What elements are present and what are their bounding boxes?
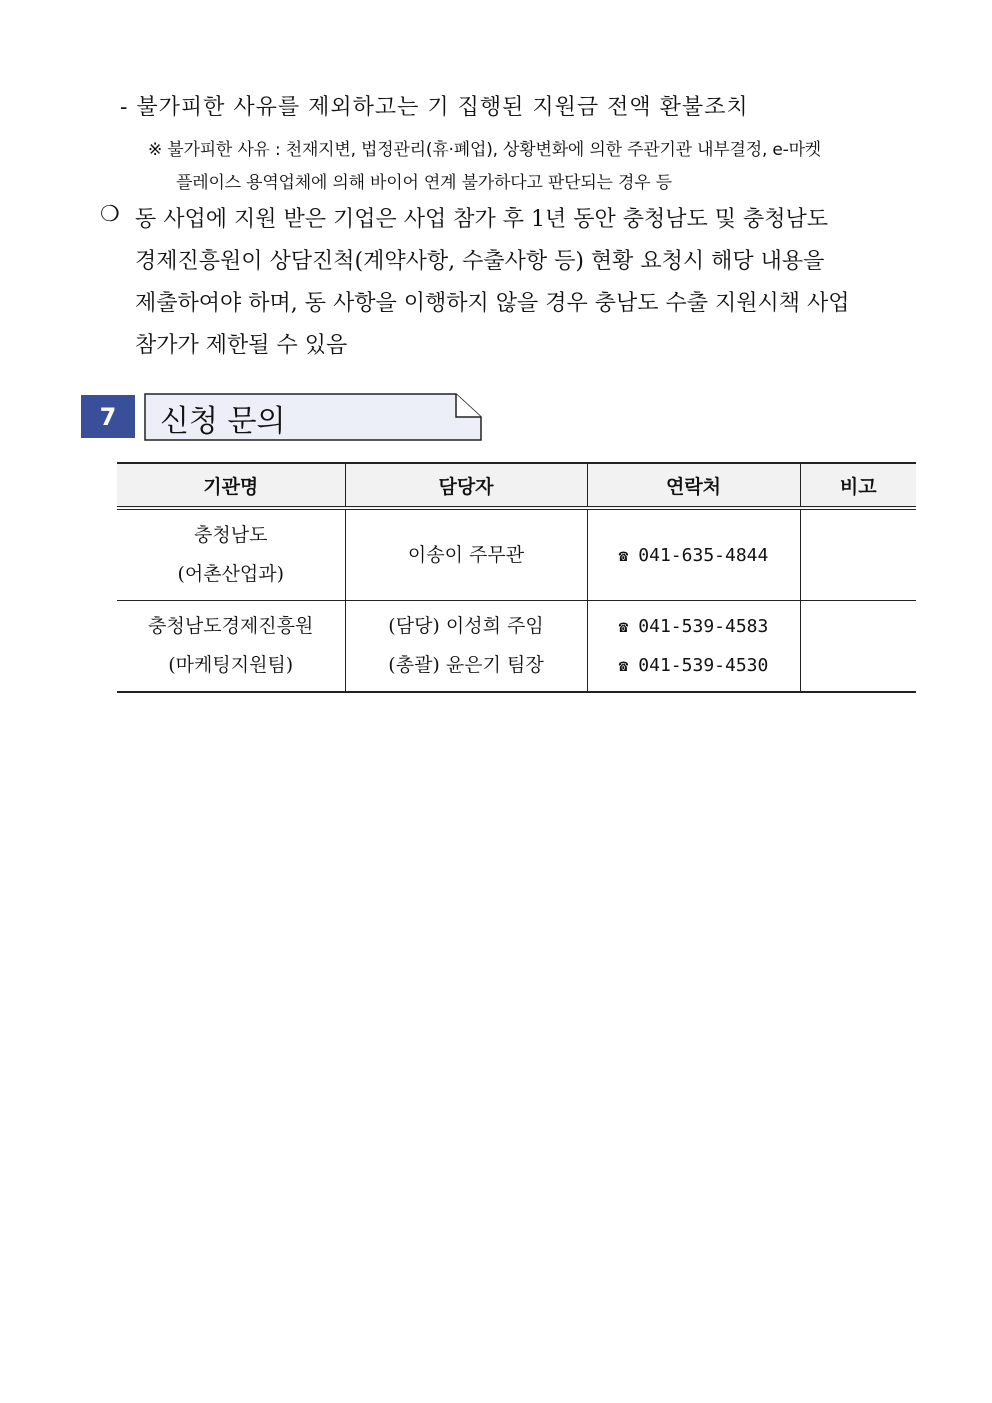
phone-icon: ☎ — [618, 656, 629, 675]
org-dept: (마케팅지원팀) — [168, 654, 294, 676]
section-title: 신청 문의 — [160, 404, 286, 439]
contact-table — [117, 462, 916, 693]
phone-line — [589, 607, 799, 646]
person-cell — [345, 508, 587, 601]
phone-number: 041-539-4583 — [638, 616, 769, 637]
org-cell — [117, 508, 345, 601]
note-cell — [800, 508, 916, 601]
table-row — [117, 601, 916, 693]
table-header-row — [117, 463, 916, 508]
phone-icon: ☎ — [618, 617, 629, 636]
phone-cell — [587, 508, 800, 601]
org-name: 충청남도 — [194, 524, 268, 546]
phone-line — [589, 536, 799, 575]
paragraph-line-3: 제출하여야 하며, 동 사항을 이행하지 않을 경우 충남도 수출 지원시책 사업 — [135, 291, 850, 316]
note-line-1: ※ 불가피한 사유 : 천재지변, 법정관리(휴·폐업), 상황변화에 의한 주관기관 내부결정, e-마켓 — [148, 140, 822, 160]
dash-item: - 불가피한 사유를 제외하고는 기 집행된 지원금 전액 환불조치 — [120, 95, 749, 120]
table-row — [117, 508, 916, 601]
phone-number: 041-539-4530 — [638, 655, 769, 676]
paragraph-line-4: 참가가 제한될 수 있음 — [135, 333, 348, 358]
person-name: 이송이 주무관 — [407, 543, 525, 566]
header-note: 비고 — [800, 463, 916, 508]
phone-icon: ☎ — [618, 545, 629, 565]
header-contact: 연락처 — [587, 463, 800, 508]
person-name: (총괄) 윤은기 팀장 — [388, 654, 544, 676]
paragraph-line-2: 경제진흥원이 상담진척(계약사항, 수출사항 등) 현황 요청시 해당 내용을 — [135, 249, 825, 274]
note-line-2: 플레이스 용역업체에 의해 바이어 연계 불가하다고 판단되는 경우 등 — [176, 173, 672, 193]
header-org: 기관명 — [117, 463, 345, 508]
org-cell — [117, 601, 345, 693]
phone-cell — [587, 601, 800, 693]
header-person: 담당자 — [345, 463, 587, 508]
note-cell — [800, 601, 916, 693]
section-number: 7 — [81, 395, 135, 438]
circle-bullet-icon: ❍ — [100, 202, 120, 227]
phone-number: 041-635-4844 — [638, 544, 769, 566]
paragraph-line-1: 동 사업에 지원 받은 기업은 사업 참가 후 1년 동안 충청남도 및 충청남도 — [135, 207, 828, 232]
person-cell — [345, 601, 587, 693]
phone-line — [589, 646, 799, 685]
person-name: (담당) 이성희 주임 — [388, 615, 544, 637]
org-dept: (어촌산업과) — [177, 563, 285, 585]
org-name: 충청남도경제진흥원 — [148, 615, 314, 637]
